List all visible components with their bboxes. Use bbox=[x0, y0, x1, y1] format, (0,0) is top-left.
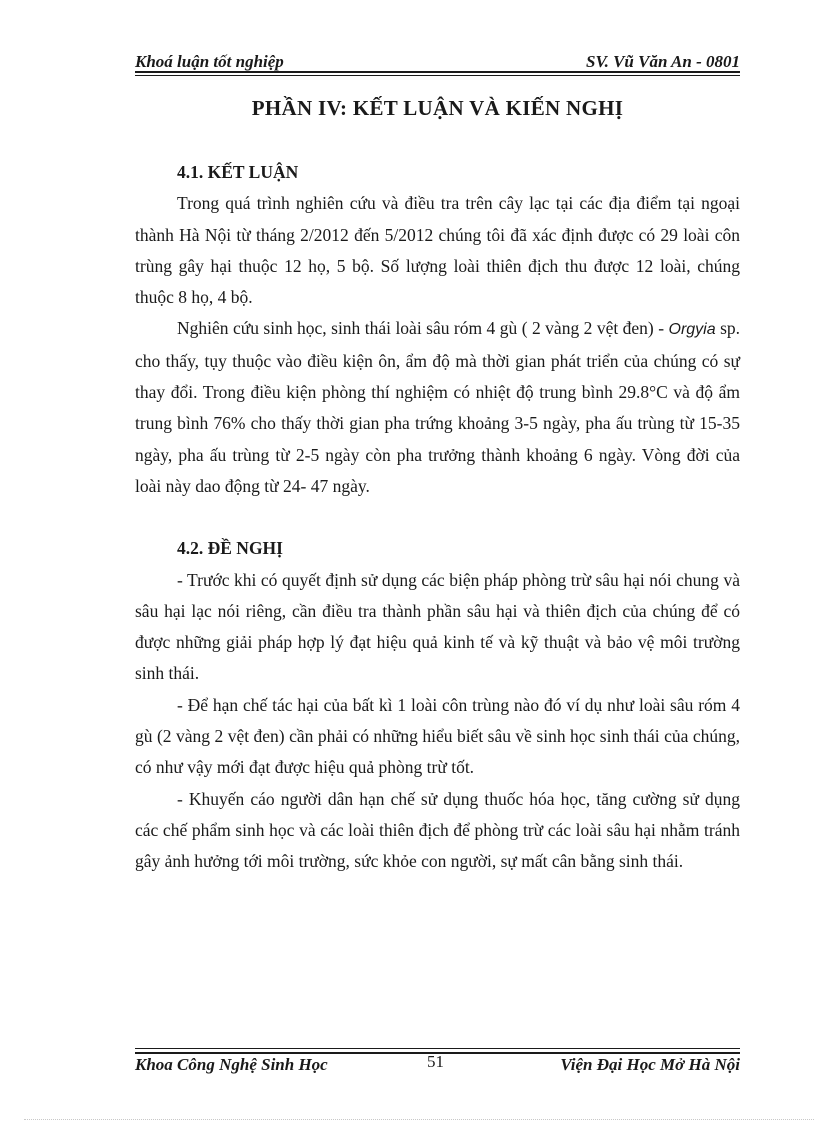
conclusion-paragraph-1: Trong quá trình nghiên cứu và điều tra trên cây lạc tại các địa điểm tại ngoại thành Hà Nội từ tháng 2/2012 đến 5/2012 chúng tôi đã xác định được có 29 loài côn trùng gây hại thuộc 12 họ, 5 bộ. Số lượng loài thiên địch thu được 12 loài, chúng thuộc 8 họ, 4 bộ. bbox=[135, 193, 740, 308]
header-right-text: SV. Vũ Văn An - 0801 bbox=[585, 52, 740, 71]
recommendation-item-3: - Khuyến cáo người dân hạn chế sử dụng thuốc hóa học, tăng cường sử dụng các chế phẩm sinh học và các loài thiên địch để phòng trừ các loài sâu hại nhằm tránh gây ảnh hưởng tới môi trường, sức khỏe con người, sự mất cân bằng sinh thái. bbox=[135, 788, 740, 872]
genus-name: Orgyia bbox=[668, 321, 716, 339]
header-divider-thin bbox=[135, 75, 740, 76]
footer-divider-thin bbox=[135, 1048, 740, 1049]
header-left-text: Khoá luận tốt nghiệp bbox=[135, 52, 284, 71]
page-number: 51 bbox=[427, 1052, 444, 1071]
page-title: PHẦN IV: KẾT LUẬN VÀ KIẾN NGHỊ bbox=[251, 96, 624, 120]
page-bottom-edge bbox=[24, 1119, 814, 1120]
recommendation-item-2: - Để hạn chế tác hại của bất kì 1 loài côn trùng nào đó ví dụ như loài sâu róm 4 gù (2 vàng 2 vệt đen) cần phải có những hiểu biết sâu về sinh học sinh thái của chúng, có như vậy mới đạt được hiệu quả phòng trừ tốt. bbox=[135, 694, 740, 778]
section-heading-recommendation: 4.2. ĐỀ NGHỊ bbox=[177, 538, 283, 559]
document-body bbox=[135, 157, 740, 878]
section-spacer bbox=[135, 502, 740, 533]
conclusion-paragraph-2 bbox=[135, 313, 740, 502]
page-header bbox=[135, 50, 740, 72]
conclusion-paragraph-2-rest: sp. cho thấy, tụy thuộc vào điều kiện ôn, ẩm độ mà thời gian phát triển của chúng có sự thay đổi. Trong điều kiện phòng thí nghiệm có nhiệt độ trung bình 29.8°C và độ ẩm trung bình 76% cho thấy thời gian pha trứng khoảng 3-5 ngày, pha ấu trùng từ 15-35 ngày, pha ấu trùng từ 2-5 ngày còn pha trưởng thành khoảng 6 ngày. Vòng đời của loài này dao động từ 24- 47 ngày. bbox=[135, 318, 741, 496]
conclusion-paragraph-2-start: Nghiên cứu sinh học, sinh thái loài sâu róm 4 gù ( 2 vàng 2 vệt đen) - bbox=[177, 318, 665, 339]
header-divider-thick bbox=[135, 71, 740, 73]
page-footer bbox=[135, 1052, 740, 1079]
footer-left-text: Khoa Công Nghệ Sinh Học bbox=[135, 1055, 328, 1074]
section-heading-conclusion: 4.1. KẾT LUẬN bbox=[177, 162, 299, 182]
recommendation-item-1: - Trước khi có quyết định sử dụng các biện pháp phòng trừ sâu hại nói chung và sâu hại lạc nói riêng, cần điều tra thành phần sâu hại và thiên địch của chúng để có được những giải pháp hợp lý đạt hiệu quả kinh tế và kỹ thuật và bảo vệ môi trường sinh thái. bbox=[135, 569, 740, 684]
footer-right-text: Viện Đại Học Mở Hà Nội bbox=[560, 1055, 740, 1074]
